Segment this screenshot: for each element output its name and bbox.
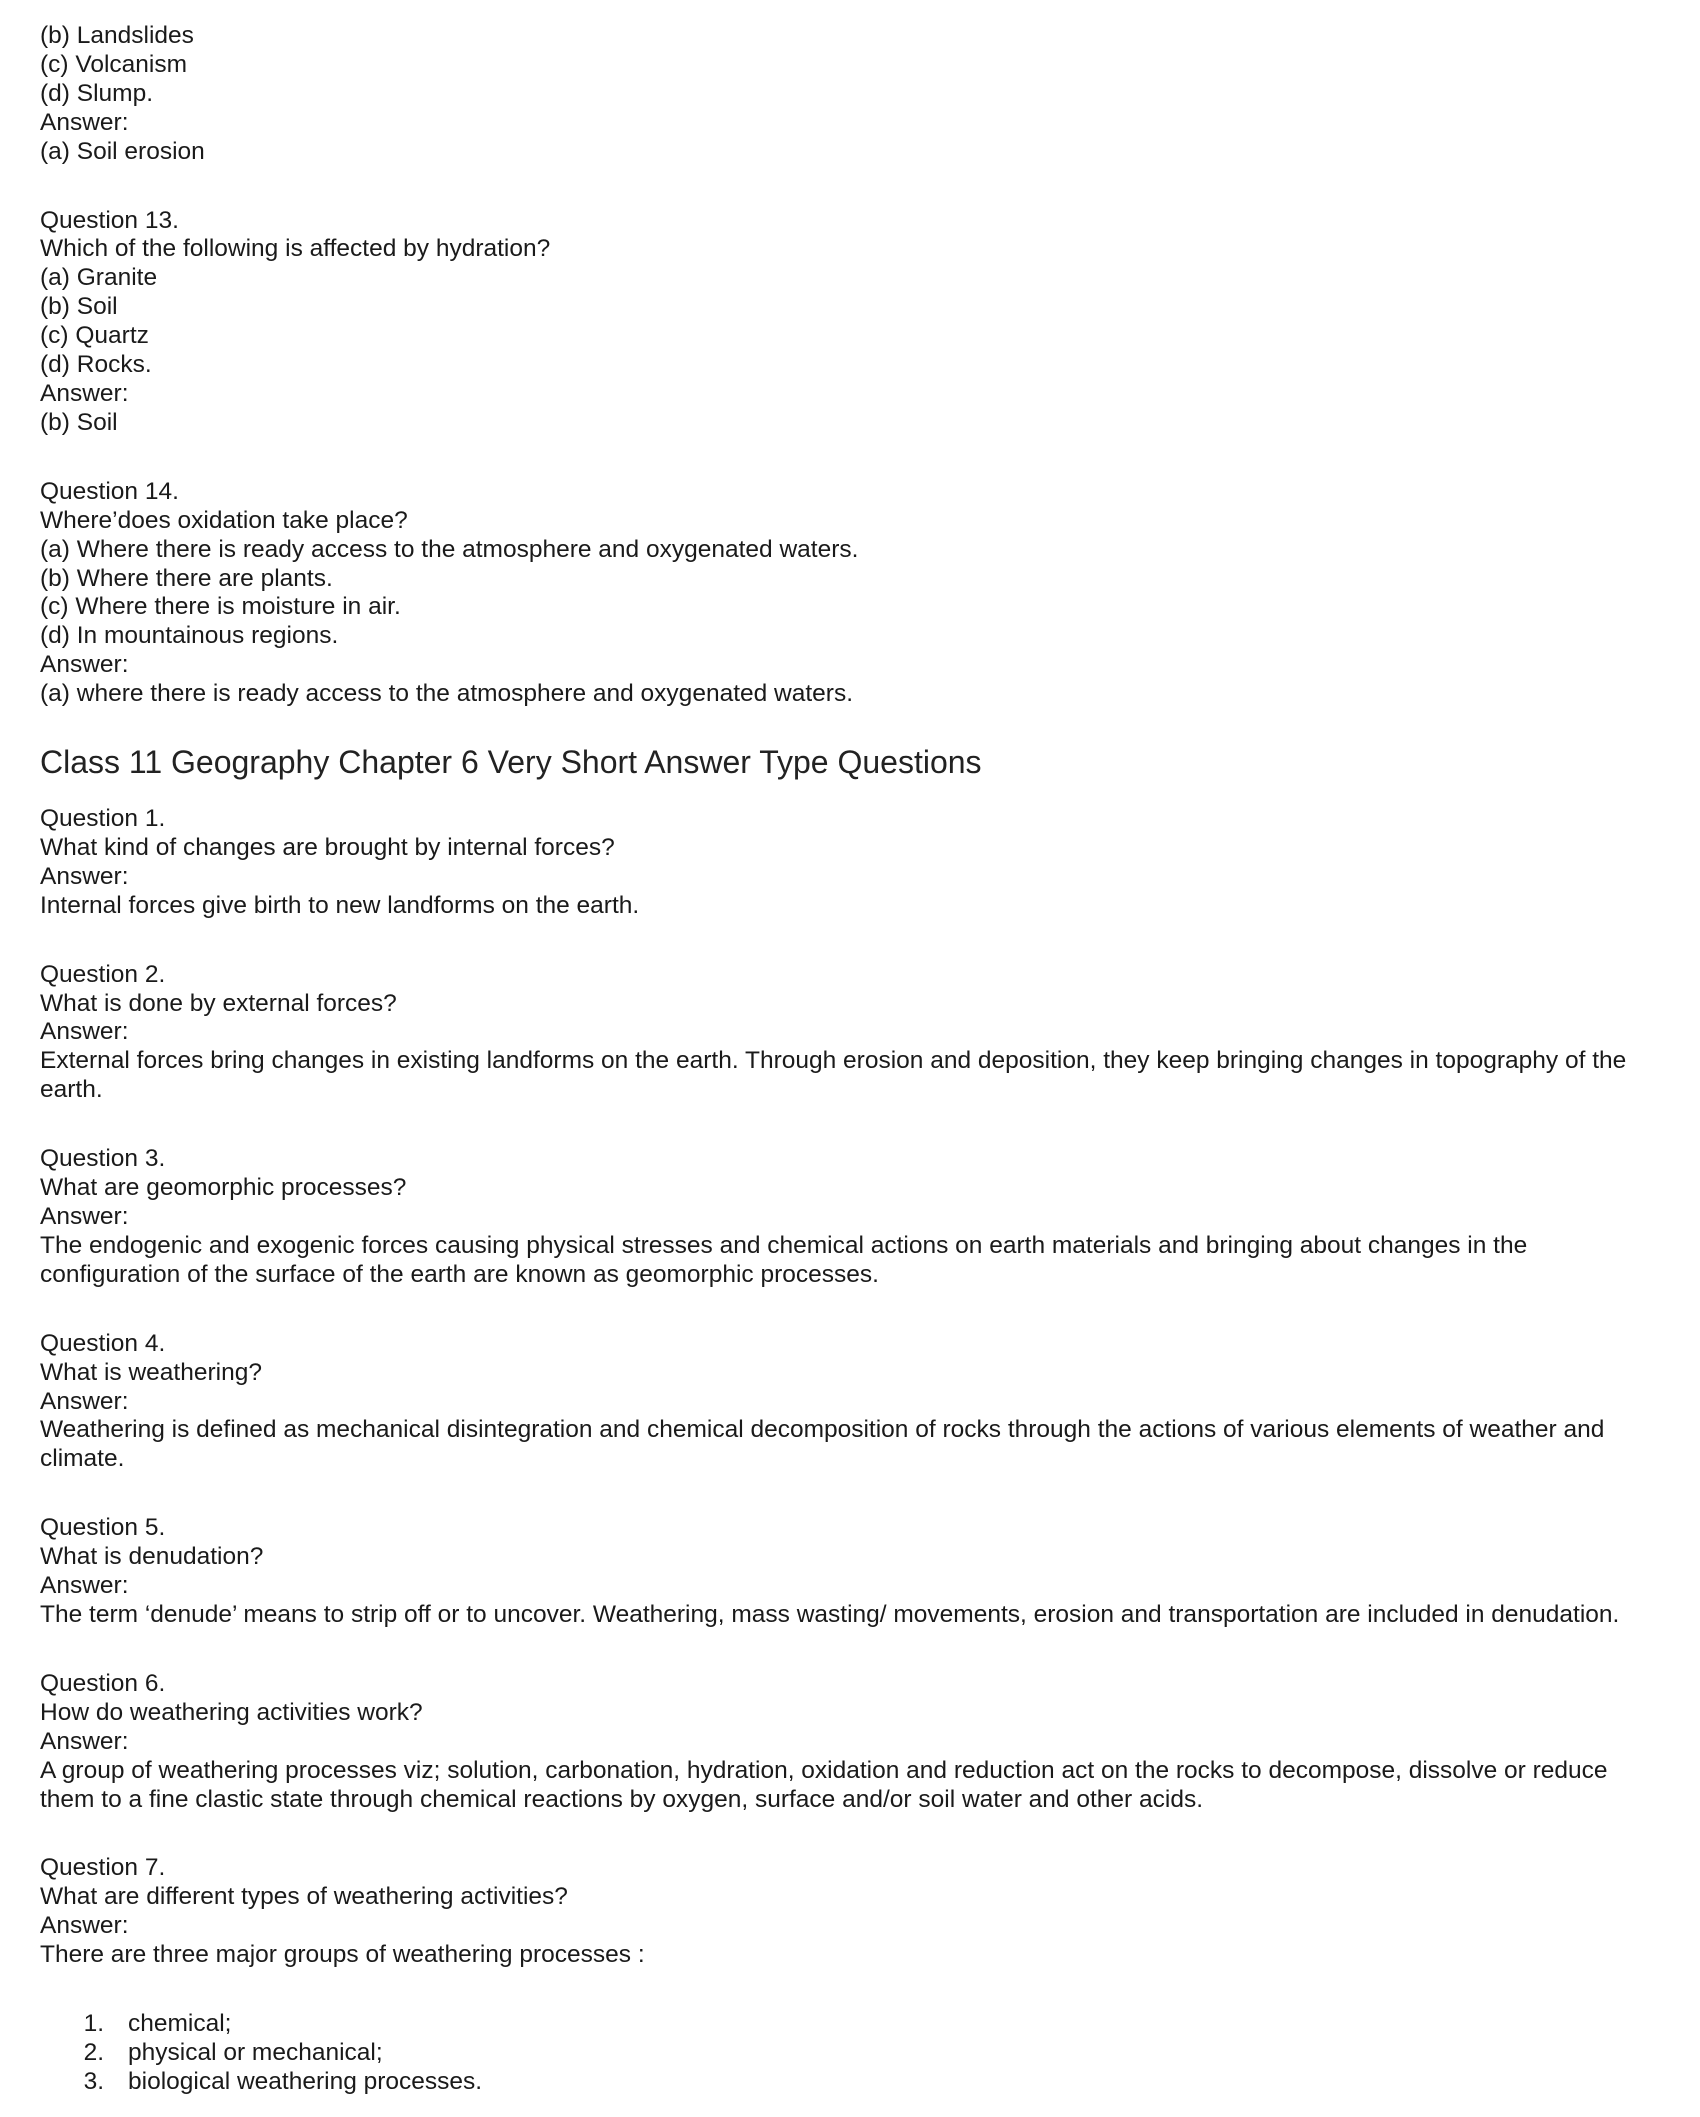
question-text: What kind of changes are brought by internal forces? bbox=[40, 833, 615, 861]
list-text: biological weathering processes. bbox=[128, 2067, 483, 2095]
section-heading: Class 11 Geography Chapter 6 Very Short Answer Type Questions bbox=[40, 744, 982, 781]
option: (b) Where there are plants. bbox=[40, 564, 333, 592]
answer-text: Weathering is defined as mechanical disintegration and chemical decomposition of rocks through the actions of various elements of weather and climate. bbox=[40, 1416, 1605, 1473]
answer-label: Answer: bbox=[40, 1912, 129, 1940]
question-title: Question 3. bbox=[40, 1145, 166, 1173]
question-text: What is done by external forces? bbox=[40, 989, 397, 1017]
answer-label: Answer: bbox=[40, 862, 129, 890]
answer-label: Answer: bbox=[40, 1727, 129, 1755]
list-number: 3. bbox=[83, 2067, 104, 2095]
question-text: What are different types of weathering activities? bbox=[40, 1883, 568, 1911]
question-14-block bbox=[40, 478, 1660, 709]
answer-text: (a) Soil erosion bbox=[40, 137, 205, 165]
answer-text: (a) where there is ready access to the atmosphere and oxygenated waters. bbox=[40, 680, 854, 708]
list-item bbox=[40, 2068, 1660, 2097]
vs-question-3-block bbox=[40, 1145, 1660, 1290]
question-title: Question 2. bbox=[40, 960, 166, 988]
option: (b) Soil bbox=[40, 293, 118, 321]
question-text: What is weathering? bbox=[40, 1358, 262, 1386]
option: (a) Granite bbox=[40, 264, 158, 292]
answer-label: Answer: bbox=[40, 1018, 129, 1046]
question-13-block bbox=[40, 207, 1660, 438]
answer-label: Answer: bbox=[40, 379, 129, 407]
list-text: chemical; bbox=[128, 2010, 232, 2038]
option: (d) In mountainous regions. bbox=[40, 622, 339, 650]
answer-text: The term ‘denude’ means to strip off or to uncover. Weathering, mass wasting/ movements, erosion and transportation are included in denudation. bbox=[40, 1600, 1620, 1628]
answer-text: Internal forces give birth to new landforms on the earth. bbox=[40, 891, 640, 919]
vs-question-2-block bbox=[40, 961, 1660, 1106]
answer-label: Answer: bbox=[40, 1387, 129, 1415]
option: (b) Landslides bbox=[40, 22, 194, 49]
question-title: Question 1. bbox=[40, 805, 166, 833]
question-title: Question 14. bbox=[40, 477, 179, 505]
answer-text: A group of weathering processes viz; solution, carbonation, hydration, oxidation and reduction act on the rocks to decompose, dissolve or reduce them to a fine clastic state through chemical reactions by oxygen, surface and/or soil water and other acids. bbox=[40, 1756, 1608, 1813]
option: (c) Quartz bbox=[40, 322, 149, 350]
option: (c) Where there is moisture in air. bbox=[40, 593, 401, 621]
answer-text: The endogenic and exogenic forces causing physical stresses and chemical actions on earth materials and bringing about changes in the configuration of the surface of the earth are known as geomorphic processes. bbox=[40, 1231, 1528, 1288]
option: (d) Slump. bbox=[40, 79, 154, 107]
vs-question-7-block bbox=[40, 1854, 1660, 2096]
question-title: Question 5. bbox=[40, 1514, 166, 1542]
answer-label: Answer: bbox=[40, 1572, 129, 1600]
vs-question-6-block bbox=[40, 1670, 1660, 1815]
list-number: 2. bbox=[83, 2038, 104, 2066]
vs-question-1-block bbox=[40, 805, 1660, 921]
question-title: Question 6. bbox=[40, 1669, 166, 1697]
answer-label: Answer: bbox=[40, 1203, 129, 1230]
question-text: What is denudation? bbox=[40, 1543, 264, 1571]
question-title: Question 4. bbox=[40, 1329, 166, 1357]
list-number: 1. bbox=[83, 2010, 104, 2038]
answer-label: Answer: bbox=[40, 651, 129, 679]
vs-question-4-block bbox=[40, 1330, 1660, 1475]
list-text: physical or mechanical; bbox=[128, 2038, 383, 2066]
question-text: How do weathering activities work? bbox=[40, 1698, 423, 1726]
question-text: Where’does oxidation take place? bbox=[40, 506, 408, 534]
question-12-block bbox=[40, 22, 1660, 167]
answer-label: Answer: bbox=[40, 108, 129, 136]
option: (c) Volcanism bbox=[40, 50, 188, 78]
list-item bbox=[40, 2039, 1660, 2068]
question-title: Question 13. bbox=[40, 206, 179, 234]
answer-text: External forces bring changes in existing landforms on the earth. Through erosion and deposition, they keep bringing changes in topography of the earth. bbox=[40, 1047, 1627, 1104]
option: (d) Rocks. bbox=[40, 351, 152, 379]
question-text: Which of the following is affected by hydration? bbox=[40, 235, 551, 263]
vs-question-5-block bbox=[40, 1514, 1660, 1630]
answer-text: (b) Soil bbox=[40, 408, 118, 436]
option: (a) Where there is ready access to the atmosphere and oxygenated waters. bbox=[40, 535, 859, 563]
question-title: Question 7. bbox=[40, 1854, 166, 1882]
weathering-types-list bbox=[40, 2010, 1660, 2097]
answer-text: There are three major groups of weathering processes : bbox=[40, 1941, 645, 1969]
list-item bbox=[40, 2010, 1660, 2039]
question-text: What are geomorphic processes? bbox=[40, 1174, 407, 1202]
